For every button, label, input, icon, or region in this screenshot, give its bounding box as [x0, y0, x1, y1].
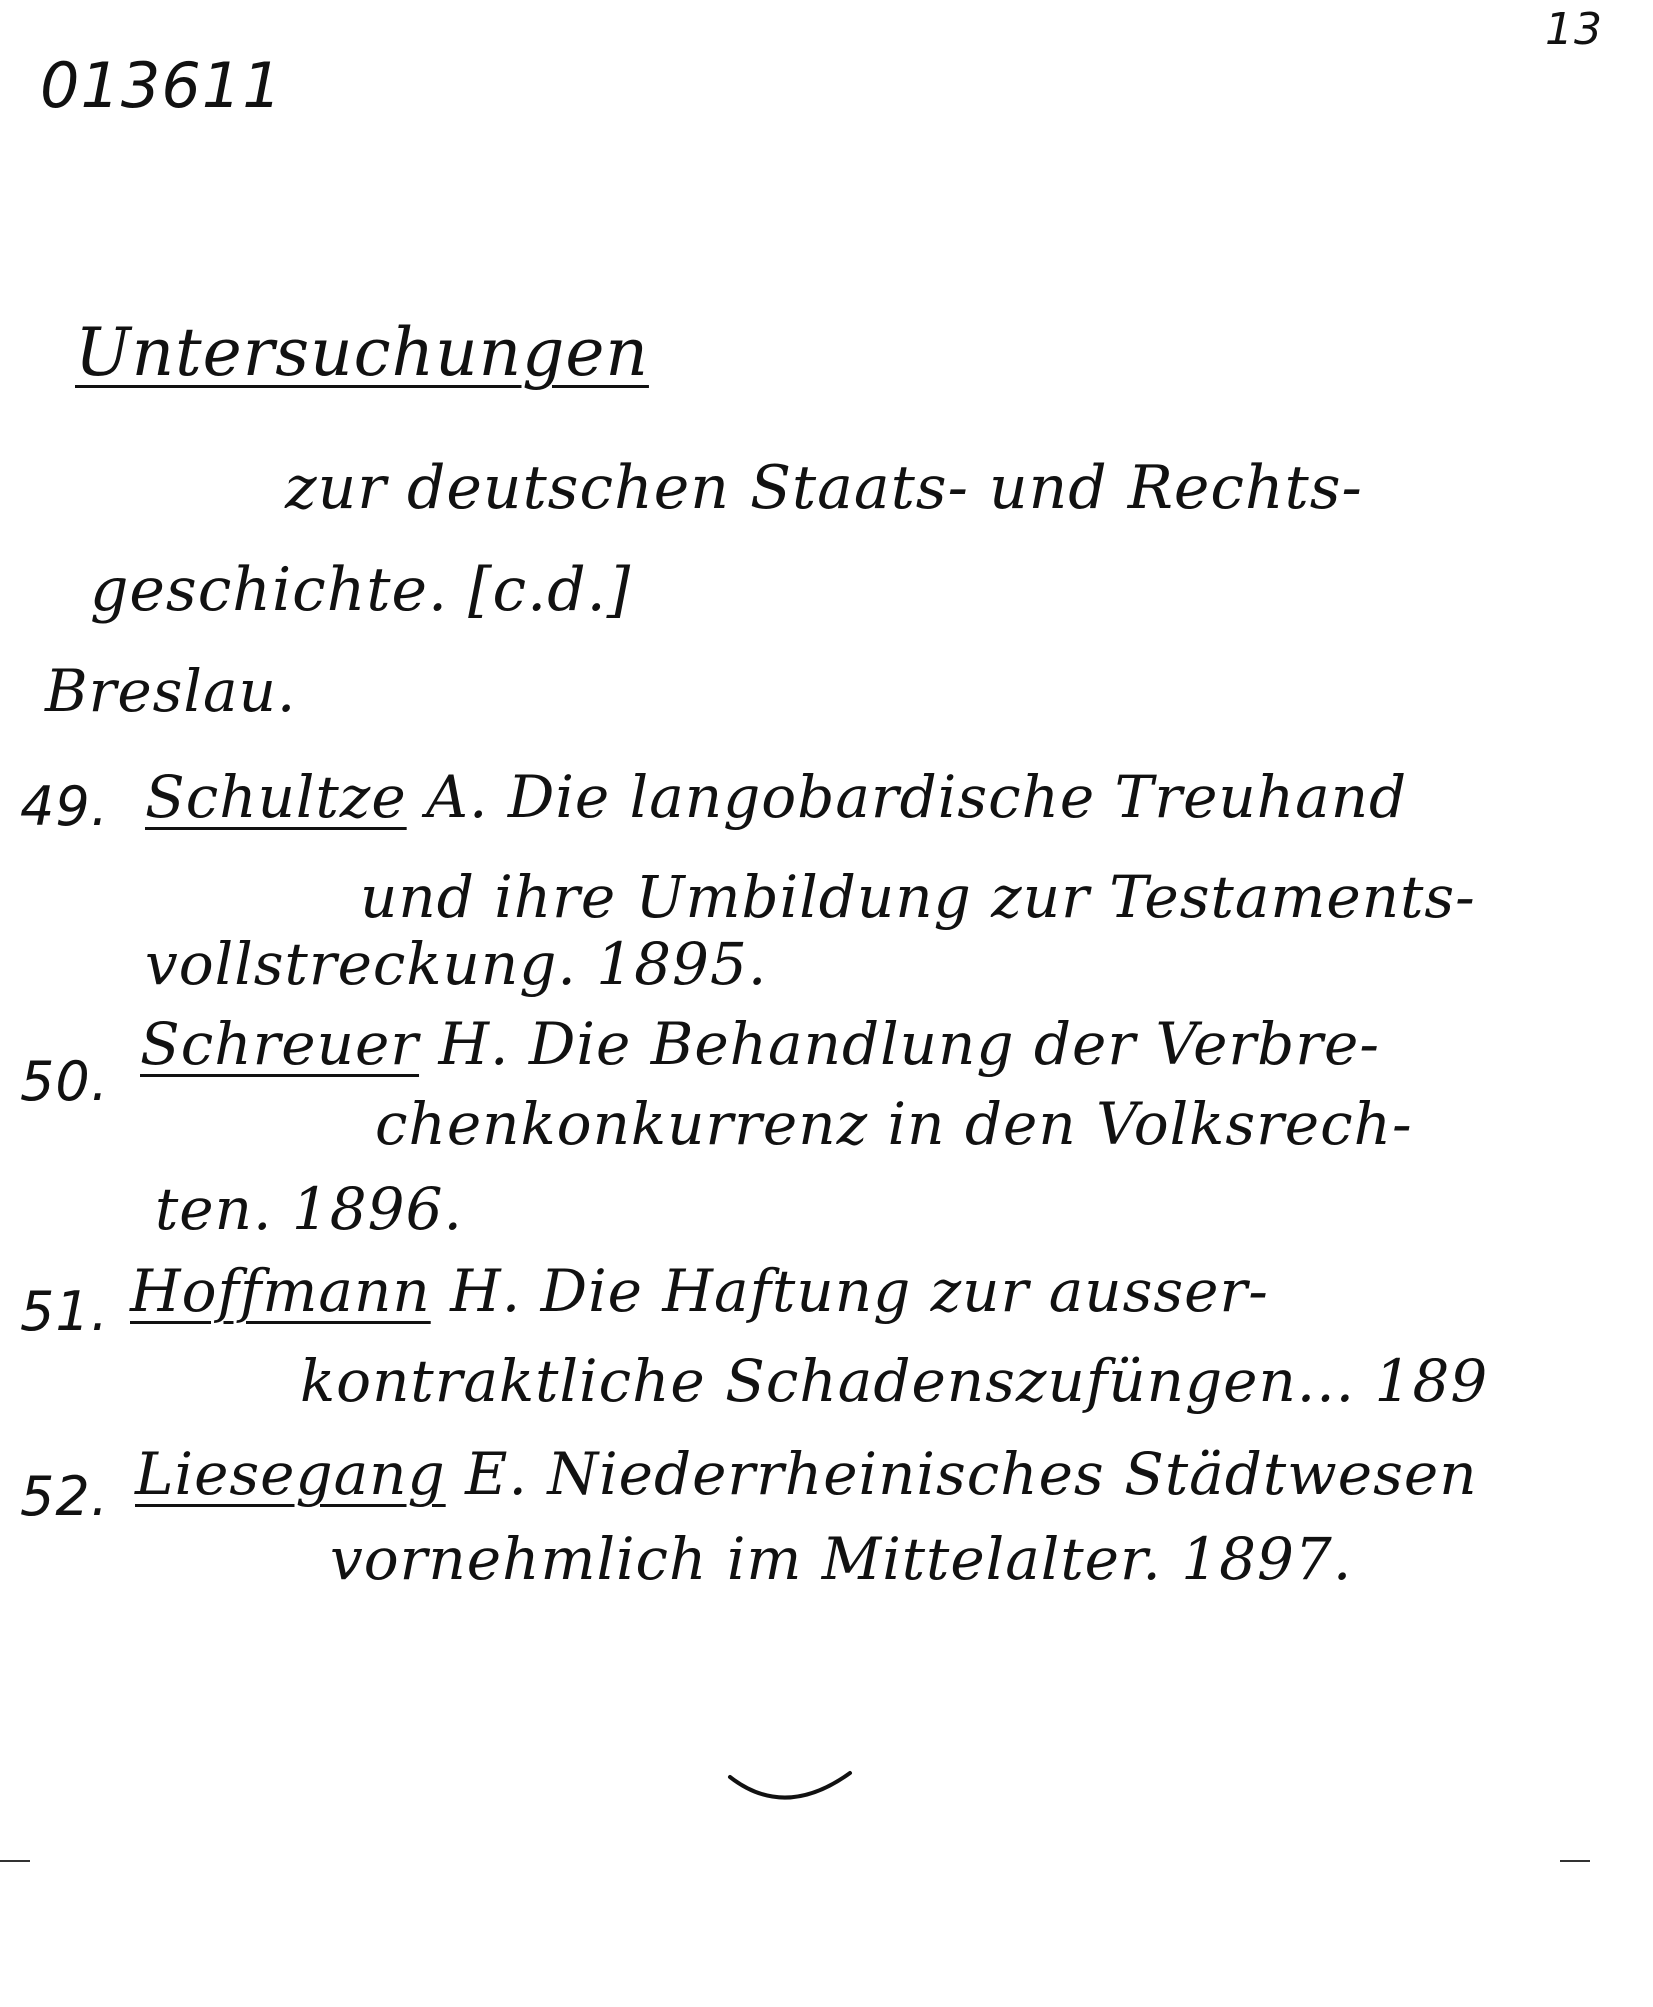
entry-line: [145, 763, 1408, 831]
entry-author: Schreuer: [140, 1010, 420, 1078]
page-number: 13: [1545, 4, 1603, 55]
entry-title-start: E. Niederrheinisches Städtwesen: [445, 1440, 1478, 1508]
entry-line: kontraktliche Schadenszufüngen... 189: [300, 1347, 1489, 1415]
entry-line: vollstreckung. 1895.: [145, 930, 768, 998]
entry-number: 52.: [20, 1465, 109, 1528]
entry-line: und ihre Umbildung zur Testaments-: [360, 863, 1476, 931]
series-subtitle-line-2: geschichte. [c.d.]: [90, 555, 632, 625]
scan-edge-mark: [1560, 1860, 1590, 1862]
scan-edge-mark: [0, 1860, 30, 1862]
entry-title-start: H. Die Haftung zur ausser-: [430, 1257, 1269, 1325]
entry-title-start: A. Die langobardische Treuhand: [406, 763, 1408, 831]
publication-place: Breslau.: [45, 657, 297, 725]
entry-title-start: H. Die Behandlung der Verbre-: [419, 1010, 1380, 1078]
entry-author: Hoffmann: [130, 1257, 431, 1325]
pencil-mark: [725, 1765, 855, 1815]
entry-line: ten. 1896.: [155, 1175, 463, 1243]
entry-line: chenkonkurrenz in den Volksrech-: [375, 1090, 1413, 1158]
entry-line: vornehmlich im Mittelalter. 1897.: [330, 1525, 1353, 1593]
catalog-number: 013611: [40, 49, 283, 122]
entry-line: [140, 1010, 1380, 1078]
entry-author: Liesegang: [135, 1440, 446, 1508]
entry-line: [135, 1440, 1478, 1508]
entry-number: 51.: [20, 1280, 109, 1343]
entry-number: 50.: [20, 1050, 109, 1113]
entry-number: 49.: [20, 775, 109, 838]
series-title: Untersuchungen: [75, 314, 649, 391]
entry-line: [130, 1257, 1269, 1325]
series-subtitle-line-1: zur deutschen Staats- und Rechts-: [285, 453, 1363, 523]
entry-author: Schultze: [145, 763, 407, 831]
